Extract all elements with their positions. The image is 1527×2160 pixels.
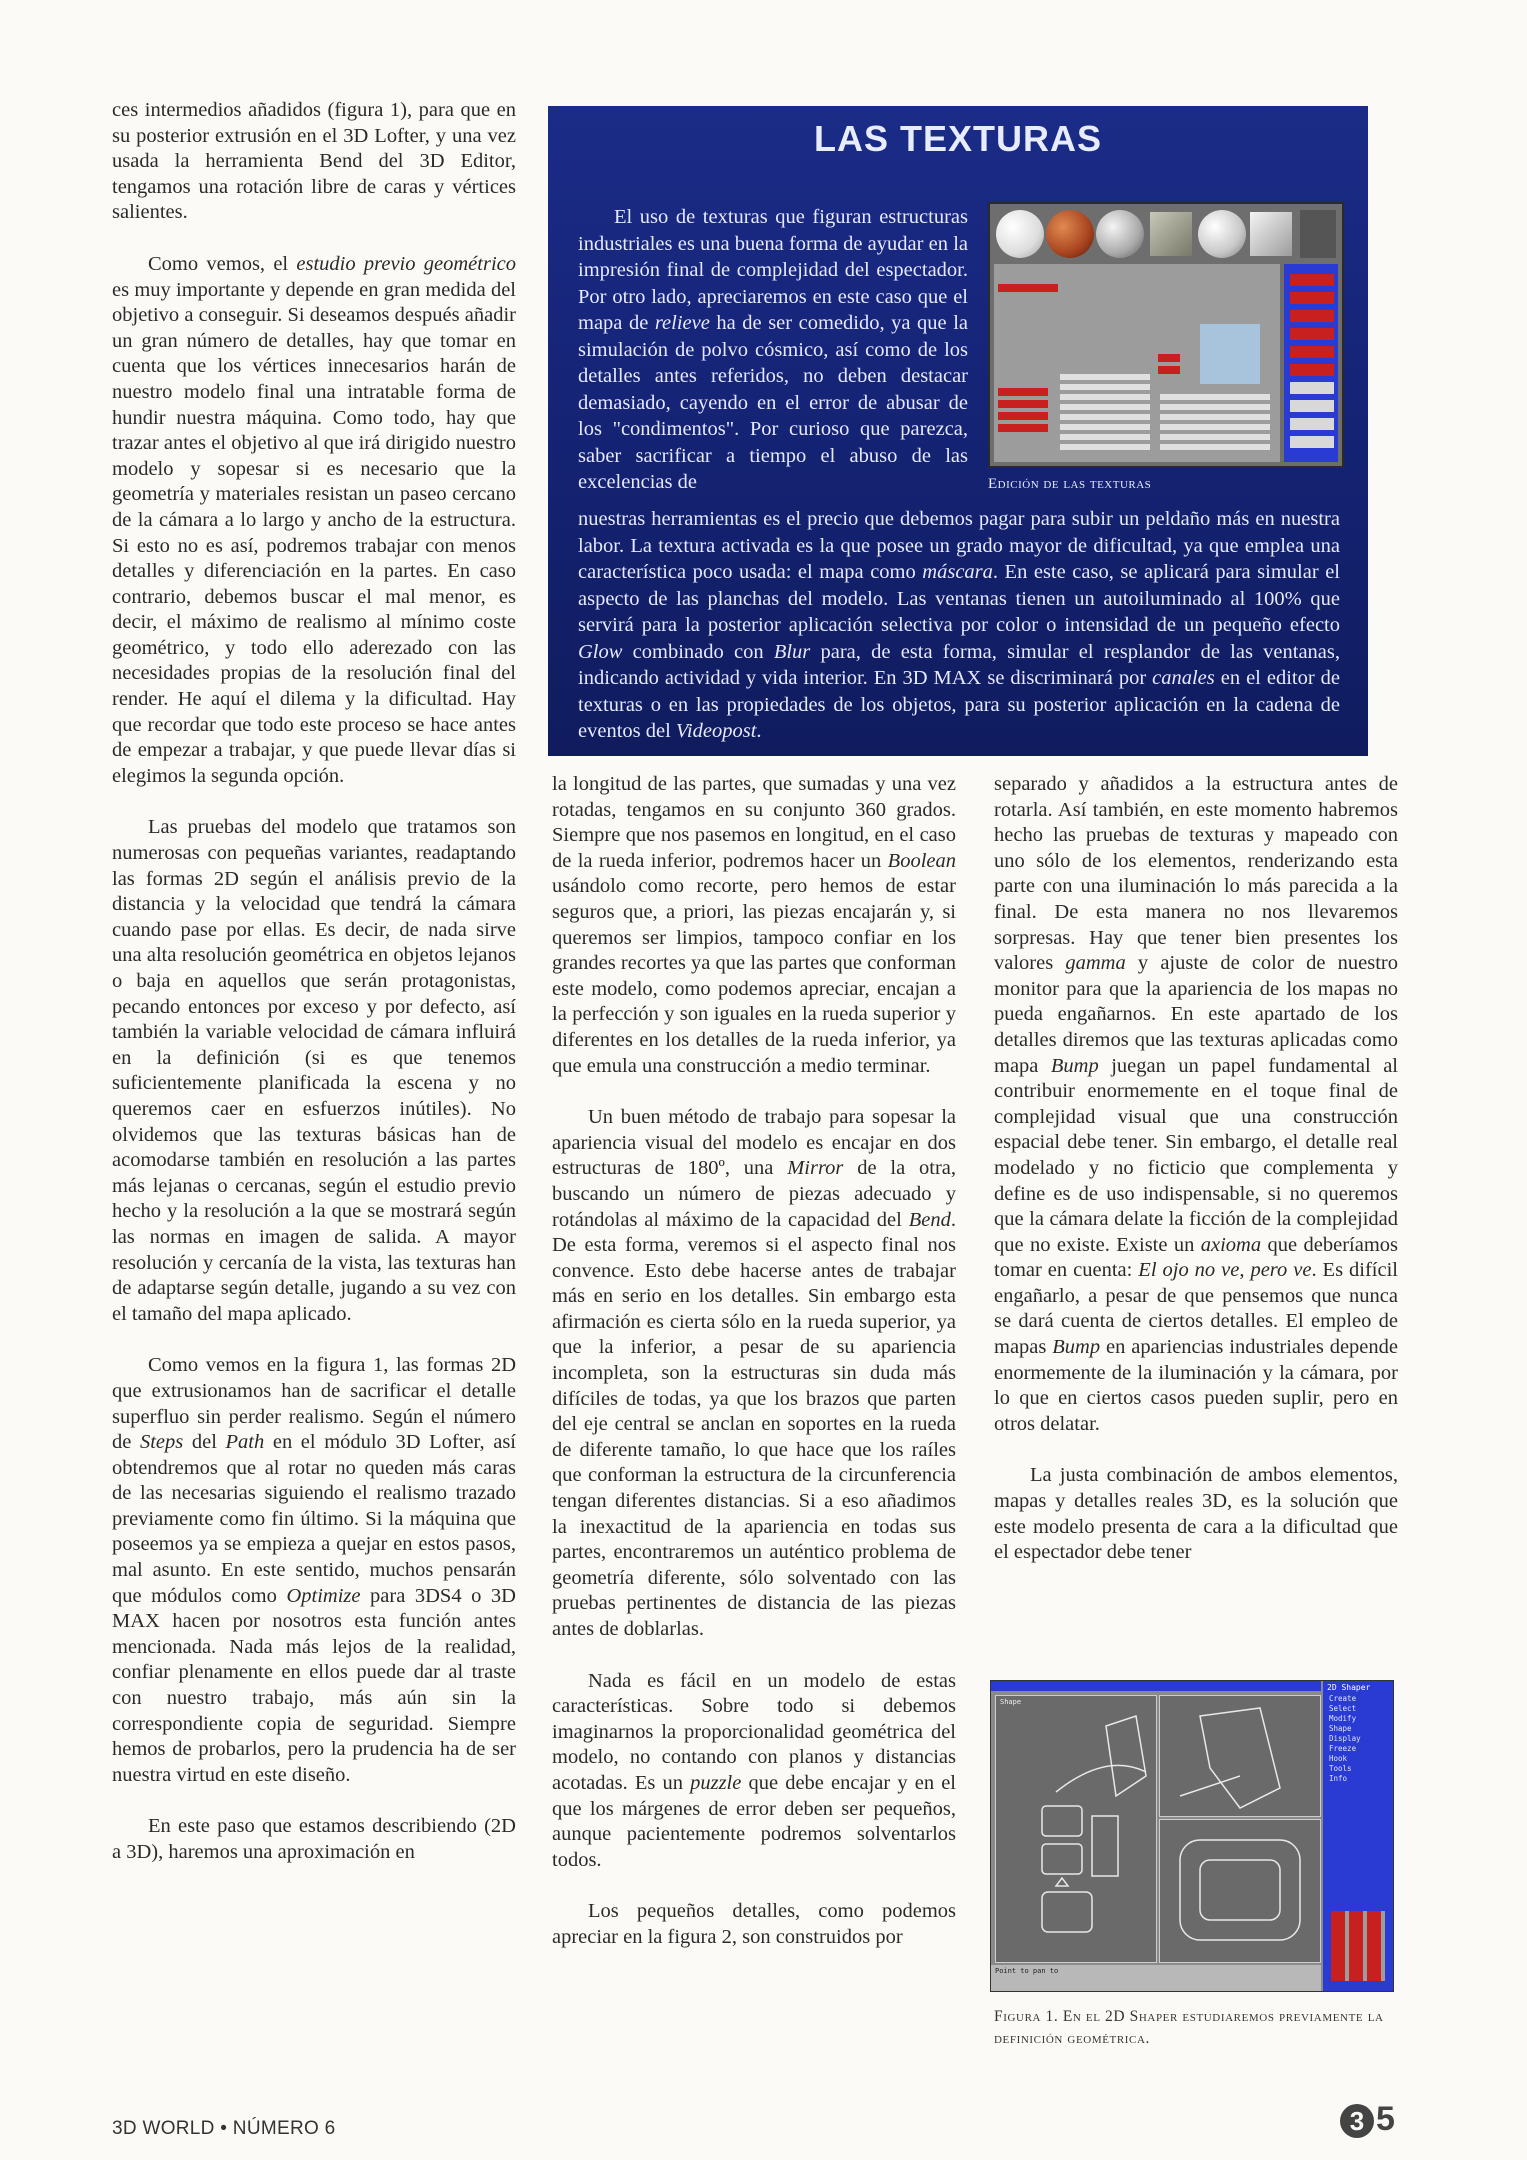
texture-slot-active — [998, 412, 1048, 420]
command-button — [1290, 400, 1334, 412]
textures-sidebar-box — [548, 106, 1368, 756]
page-number-circle: 3 — [1340, 2104, 1374, 2138]
command-button — [1290, 274, 1334, 286]
command-button — [1290, 436, 1334, 448]
figure-1-2d-shaper-screenshot — [990, 1680, 1394, 1992]
viewport-top-right — [1159, 1695, 1321, 1817]
page-number: 3 5 — [1340, 2100, 1395, 2139]
prompt-bar — [991, 1965, 1321, 1991]
paragraph: Como vemos, el estudio previo geométrico es muy importante y depende en gran medida del objetivo a conseguir. Si deseamos después añadir un gran número de detalles, hay que tomar en cuenta que los vértices innecesarios harán de nuestro modelo final una intratable forma de hundir nuestra máquina. Como todo, hay que trazar antes el objetivo al que irá dirigido nuestro modelo y sopesar si es necesario que la geometría y materiales resistan un paseo cercano de la cámara a lo largo y ancho de la estructura. Si esto no es así, podremos trabajar con menos detalles y diferenciación en la partes. En caso contrario, debemos buscar el mal menor, es decir, el máximo de realismo al mínimo coste geométrico, y todo ello aderezado con las necesidades propias de la resolución final del render. He aquí el dilema y la dificultad. Hay que recordar que todo este proceso se hace antes de empezar a trabajar, y que puede llevar días si elegimos la segunda opción. — [112, 252, 516, 787]
status-bar — [991, 1681, 1321, 1691]
command-button — [1290, 328, 1334, 340]
paragraph: En este paso que estamos describiendo (2D a 3D), haremos una aproximación en — [112, 1815, 516, 1863]
ambient-swatch — [998, 284, 1058, 292]
texture-slot-active — [998, 388, 1048, 396]
menu-item: Shape — [1329, 1724, 1352, 1733]
icon-buttons — [1331, 1911, 1385, 1981]
box-image-caption: Edición de las texturas — [988, 476, 1152, 492]
flag-button — [1158, 366, 1180, 374]
shape-outlines — [1160, 1820, 1320, 1962]
menu-item: Select — [1329, 1704, 1357, 1713]
paragraph: Como vemos en la figura 1, las formas 2D que extrusionamos han de sacrificar el detalle superfluo sin perder realismo. Según el número de Steps del Path en el módulo 3D Lofter, así obtendremos que al rotar no queden más caras de las necesarias siguiendo el realismo trazado previamente como fin último. Si la máquina que poseemos ya se empieza a quejar en estos pasos, mal asunto. En este sentido, muchos pensarán que módulos como Optimize para 3DS4 o 3D MAX hacen por nosotros esta función antes mencionada. Nada más lejos de la realidad, confiar plenamente en ellos puede dar al traste con nuestro trabajo, más aún sin la correspondiente copia de seguridad. Siempre hemos de probarlos, pero la prudencia ha de ser nuestra virtud en este diseño. — [112, 1354, 517, 1786]
sphere-preview — [1198, 210, 1246, 258]
box-text-bottom: nuestras herramientas es el precio que debemos pagar para subir un peldaño más en nuestra labor. La textura activada es la que posee un grado mayor de dificultad, ya que emplea una característica poco usada: el mapa como máscara. En este caso, se aplicará para simular el aspecto de las planchas del modelo. Las ventanas tienen un autoiluminado al 100% que servirá para la posterior aplicación selectiva por color o intensidad de un pequeño efecto Glow combinado con Blur para, de esta forma, simular el resplandor de las ventanas, indicando actividad y vida interior. En 3D MAX se discriminará por canales en el editor de texturas o en las propiedades de los objetos, para su posterior aplicación en la cadena de eventos del Videopost. — [578, 508, 1340, 742]
sphere-preview — [1096, 210, 1144, 258]
cube-preview — [1150, 212, 1192, 256]
box-text-top: El uso de texturas que figuran estructuras industriales es una buena forma de ayudar en la impresión final de complejidad del espectador. Por otro lado, apreciaremos en este caso que el mapa de relieve ha de ser comedido, ya que la simulación de polvo cósmico, así como de los detalles antes referidos, no deben destacar demasiado, cayendo en el error de abusar de los "condimentos". Por curioso que parezca, saber sacrificar a tiempo el abuso de las excelencias de — [578, 206, 968, 493]
flag-button — [1158, 354, 1180, 362]
prompt-text: Point to pan to — [995, 1967, 1059, 1975]
texture-slot-active — [998, 424, 1048, 432]
command-button — [1290, 382, 1334, 394]
texture-slot-active — [998, 400, 1048, 408]
command-button — [1290, 364, 1334, 376]
menu-list — [1323, 1694, 1393, 1784]
sphere-preview — [1046, 210, 1094, 258]
paragraph: Nada es fácil en un modelo de estas características. Sobre todo si debemos imaginarnos la proporcionalidad geométrica del modelo, no contando con planos y distancias acotadas. Es un puzzle que debe encajar y en el que los márgenes de error deben ser pequeños, aunque pacientemente podremos solventarlos todos. — [552, 1669, 956, 1871]
paragraph: La justa combinación de ambos elementos, mapas y detalles reales 3D, es la solución que este modelo presenta de cara a la dificultad que el espectador debe tener — [994, 1464, 1398, 1564]
paragraph: separado y añadidos a la estructura antes de rotarla. Así también, en este momento habremos hecho las pruebas de texturas y mapeado con uno sólo de los elementos, renderizando esta parte con una iluminación lo más parecida a la final. De esta manera no nos llevaremos sorpresas. Hay que tener bien presentes los valores gamma y ajuste de color de nuestro monitor para que la apariencia de los mapas no pueda engañarnos. En este apartado de los detalles diremos que las texturas aplicadas como mapa Bump juegan un papel fundamental al contribuir enormemente en el toque final de complejidad visual que una construcción espacial debe tener. Sin embargo, el detalle real modelado y no ficticio que complementa y define es de uso indispensable, si no queremos que la cámara delate la ficción de la complejidad que no existe. Existe un axioma que deberíamos tomar en cuenta: El ojo no ve, pero ve. Es difícil engañarlo, a pesar de que pensemos que nunca se dará cuenta de ciertos detalles. El empleo de mapas Bump en apariencias industriales depende enormemente de la iluminación y la cámara, por lo que en ciertos casos pueden suplir, pero en otros delatar. — [994, 773, 1399, 1435]
shape-outlines — [1160, 1696, 1320, 1816]
preview-slot — [1300, 210, 1336, 258]
viewport-left — [995, 1695, 1157, 1963]
sphere-preview — [996, 210, 1044, 258]
menu-item: Modify — [1329, 1714, 1357, 1723]
command-button — [1290, 292, 1334, 304]
menu-item: Tools — [1329, 1764, 1352, 1773]
shape-outlines — [996, 1696, 1156, 1962]
column-3 — [994, 772, 1398, 1592]
viewport-label: Shape — [1000, 1698, 1022, 1706]
menu-item: Create — [1329, 1694, 1357, 1703]
column-2 — [552, 772, 956, 1977]
paragraph: Las pruebas del modelo que tratamos son numerosas con pequeñas variantes, readaptando las formas 2D según el análisis previo de la distancia y la velocidad que tendrá la cámara cuando pase por ellas. Es decir, de nada sirve una alta resolución geométrica en objetos lejanos o baja en aquellos que serán protagonistas, pecando entonces por exceso y por defecto, así también la variable velocidad de cámara influirá en la definición (si es que tenemos suficientemente planificada la escena y no queremos caer en esfuerzos inútiles). No olvidemos que las texturas básicas han de acomodarse también en resolución a las partes más lejanas o cercanas, según el estudio previo hecho y la resolución a la que se mostrará según las normas en imagen de salida. A mayor resolución y cercanía de la vista, las texturas han de adaptarse según detalle, jugando a su vez con el tamaño del mapa aplicado. — [112, 816, 516, 1325]
paragraph: Un buen método de trabajo para sopesar la apariencia visual del modelo es encajar en dos estructuras de 180º, una Mirror de la otra, buscando un número de piezas adecuado y rotándolas al máximo de la capacidad del Bend. De esta forma, veremos si el aspecto final nos convence. Esto debe hacerse antes de trabajar más en serio en los detalles. Sin embargo esta afirmación es cierta sólo en la rueda superior, ya que la inferior, a pesar de su apariencia incompleta, son la estructuras sin duda más difíciles de todas, ya que los brazos que parten del eje central se anclan en soportes en la rueda de diferente tamaño, lo que hace que los raíles que conforman la estructura de la circunferencia tengan diferentes distancias. Si a eso añadimos la inexactitud de la apariencia en todas sus partes, encontraremos un auténtico problema de geometría diferente, sólo solventado con las pruebas pertinentes de distancia de las piezas antes de doblarlas. — [552, 1106, 956, 1640]
viewport-bottom-right — [1159, 1819, 1321, 1963]
map-name-list — [1160, 394, 1270, 454]
menu-item: Hook — [1329, 1754, 1348, 1763]
command-menu — [1323, 1681, 1393, 1991]
command-button — [1290, 346, 1334, 358]
map-slider-list — [1060, 374, 1150, 454]
command-button — [1290, 418, 1334, 430]
cube-preview — [1250, 212, 1292, 256]
paragraph: ces intermedios añadidos (figura 1), para que en su posterior extrusión en el 3D Lofter, y una vez usada la herramienta Bend del 3D Editor, tengamos una rotación libre de caras y vértices salientes. — [112, 99, 516, 224]
menu-item: Freeze — [1329, 1744, 1357, 1753]
menu-item: Info — [1329, 1774, 1348, 1783]
column-1 — [112, 98, 516, 1892]
menu-title: 2D Shaper — [1327, 1683, 1371, 1692]
menu-item: Display — [1329, 1734, 1361, 1743]
figure-1-caption: Figura 1. En el 2D Shaper estudiaremos previamente la definición geométrica. — [994, 2008, 1384, 2047]
highlight-preview — [1200, 324, 1260, 384]
paragraph: Los pequeños detalles, como podemos apreciar en la figura 2, son construidos por — [552, 1900, 956, 1948]
command-button — [1290, 310, 1334, 322]
footer-magazine-issue: 3D WORLD • NÚMERO 6 — [112, 2118, 336, 2139]
paragraph: la longitud de las partes, que sumadas y una vez rotadas, tengamos en su conjunto 360 grados. Siempre que nos pasemos en longitud, en el caso de la rueda inferior, podremos hacer un Boolean usándolo como recorte, pero hemos de estar seguros que, a priori, las piezas encajarán y, si queremos ser limpios, tampoco confiar en los grandes recortes ya que las partes que conforman este modelo, como podemos apreciar, encajan a la perfección y son iguales en la rueda superior y diferentes en los detalles de la rueda inferior, ya que emula una construcción a medio terminar. — [552, 773, 956, 1077]
material-editor-screenshot — [988, 202, 1344, 468]
box-title: LAS TEXTURAS — [813, 118, 1102, 159]
